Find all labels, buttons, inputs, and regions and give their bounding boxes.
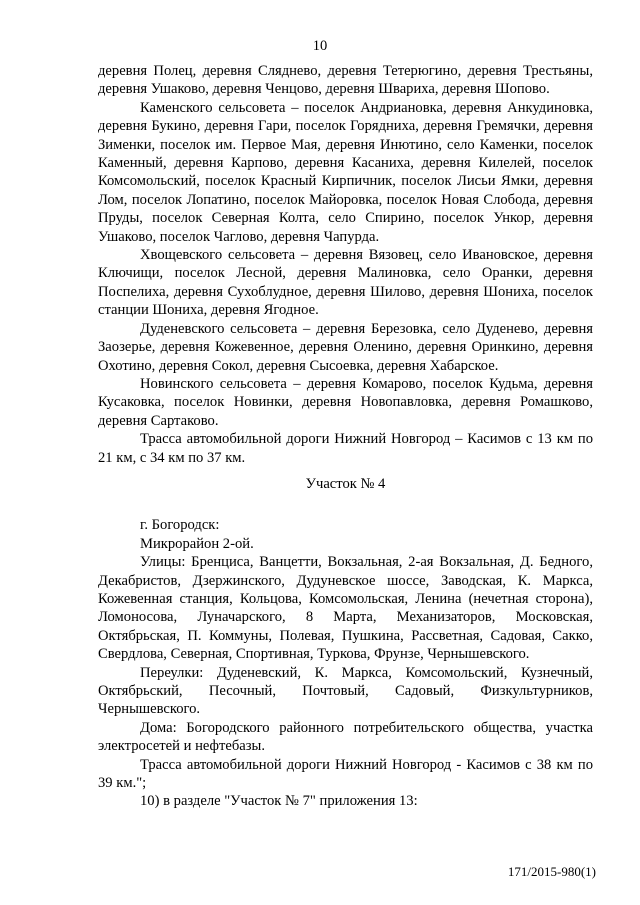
- paragraph-villages-continued: деревня Полец, деревня Сляднево, деревня Тетерюгино, деревня Трестьяны, деревня Ушаково, деревня Ченцово, деревня Швариха, деревня Шопово.: [98, 63, 593, 98]
- paragraph-item-10: 10) в разделе "Участок № 7" приложения 13:: [140, 793, 418, 810]
- page-number: 10: [312, 38, 328, 54]
- paragraph-houses: Дома: Богородского районного потребительского общества, участка электросетей и нефтебазы.: [98, 719, 593, 755]
- paragraph-lanes: Переулки: Дуденевский, К. Маркса, Комсомольский, Кузнечный, Октябрьский, Песочный, Почтовый, Садовый, Физкультурников, Чернышевского.: [98, 664, 593, 718]
- paragraph-highway-38-39: Трасса автомобильной дороги Нижний Новгород - Касимов с 38 км по 39 км.";: [98, 756, 593, 792]
- paragraph-khvoshchevskiy: Хвощевского сельсовета – деревня Вязовец, село Ивановское, деревня Ключищи, поселок Лесной, деревня Малиновка, село Оранки, деревня Поспелиха, деревня Сухоблудное, деревня Шилово, деревня Шониха, поселок станции Шониха, деревня Ягодное.: [98, 247, 593, 319]
- paragraph-highway-13-37: Трасса автомобильной дороги Нижний Новгород – Касимов с 13 км по 21 км, с 34 км по 37 км.: [98, 431, 593, 466]
- section-title: Участок № 4: [305, 475, 386, 492]
- paragraph-city: г. Богородск:: [140, 517, 220, 534]
- paragraph-microdistrict: Микрорайон 2-ой.: [140, 535, 254, 552]
- document-body: [98, 62, 593, 811]
- paragraph-novinskiy: Новинского сельсовета – деревня Комарово, поселок Кудьма, деревня Кусаковка, поселок Новинки, деревня Новопавловка, деревня Ромашково, деревня Сартаково.: [98, 375, 593, 429]
- paragraph-kamenskiy: Каменского сельсовета – поселок Андриановка, деревня Анкудиновка, деревня Букино, деревня Гари, поселок Горядниха, деревня Гремячки, деревня Зименки, поселок им. Первое Мая, деревня Инютино, село Каменки, поселок Каменный, деревня Карпово, деревня Касаниха, деревня Килелей, поселок Комсомольский, поселок Красный Кирпичник, поселок Лисьи Ямки, деревня Лом, поселок Лопатино, поселок Майоровка, поселок Новая Слобода, деревня Пруды, поселок Северная Колта, село Спирино, поселок Ункор, деревня Ушаково, поселок Чаглово, деревня Чапурда.: [98, 99, 593, 245]
- footer-document-code: 171/2015-980(1): [507, 864, 596, 879]
- paragraph-streets: Улицы: Бренциса, Ванцетти, Вокзальная, 2-ая Вокзальная, Д. Бедного, Декабристов, Дзержинского, Дудуневское шоссе, Заводская, К. Маркса, Кожевенная станция, Кольцова, Комсомольская, Ленина (нечетная сторона), Ломоносова, Луначарского, 8 Марта, Механизаторов, Московская, Октябрьская, П. Коммуны, Полевая, Пушкина, Рассветная, Садовая, Сакко, Свердлова, Северная, Спортивная, Туркова, Фрунзе, Чернышевского.: [98, 554, 593, 663]
- paragraph-dudenevskiy: Дуденевского сельсовета – деревня Березовка, село Дуденево, деревня Заозерье, деревня Кожевенное, деревня Оленино, деревня Оринкино, деревня Охотино, деревня Сокол, деревня Сысоевка, деревня Хабарское.: [98, 320, 593, 374]
